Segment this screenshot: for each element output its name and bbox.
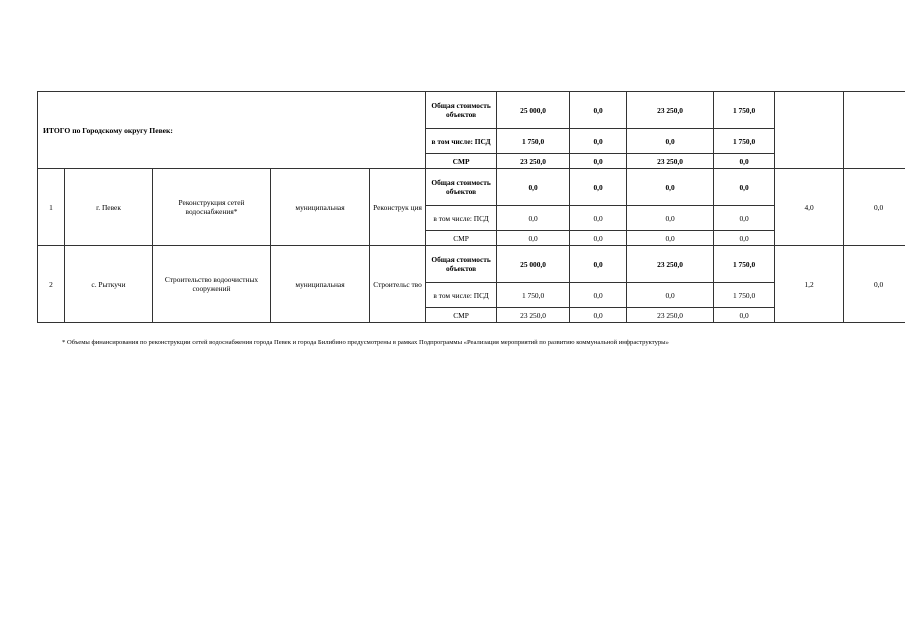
value-cell: 23 250,0	[497, 154, 570, 169]
object-name: Строительство водоочистных сооружений	[153, 246, 271, 323]
row-type: Общая стоимость объектов	[426, 169, 497, 206]
row-type: СМР	[426, 308, 497, 323]
value-cell: 0,0	[627, 129, 714, 154]
object-place: с. Рыткучи	[65, 246, 153, 323]
object-2-row-general	[38, 246, 905, 283]
value-cell: 23 250,0	[497, 308, 570, 323]
object-ownership: муниципальная	[271, 246, 370, 323]
row-type: СМР	[426, 154, 497, 169]
object-number: 1	[38, 169, 65, 246]
value-cell: 23 250,0	[627, 154, 714, 169]
value-cell: 1 750,0	[497, 283, 570, 308]
row-type: в том числе: ПСД	[426, 129, 497, 154]
total-label: ИТОГО по Городскому округу Певек:	[38, 92, 426, 169]
value-cell: 0,0	[497, 231, 570, 246]
empty-cell	[844, 92, 905, 169]
object-number: 2	[38, 246, 65, 323]
value-cell: 0,0	[570, 169, 627, 206]
object-1-row-general	[38, 169, 905, 206]
object-extra-value: 1,2	[775, 246, 844, 323]
value-cell: 25 000,0	[497, 92, 570, 129]
object-ownership: муниципальная	[271, 169, 370, 246]
value-cell: 1 750,0	[714, 283, 775, 308]
value-cell: 0,0	[497, 206, 570, 231]
object-extra-value: 0,0	[844, 169, 905, 246]
value-cell: 23 250,0	[627, 308, 714, 323]
value-cell: 25 000,0	[497, 246, 570, 283]
value-cell: 0,0	[627, 206, 714, 231]
value-cell: 0,0	[570, 92, 627, 129]
row-type: в том числе: ПСД	[426, 283, 497, 308]
row-type: Общая стоимость объектов	[426, 92, 497, 129]
financing-table	[37, 91, 905, 323]
empty-cell	[775, 92, 844, 169]
value-cell: 23 250,0	[627, 92, 714, 129]
value-cell: 1 750,0	[714, 246, 775, 283]
object-extra-value: 0,0	[844, 246, 905, 323]
value-cell: 23 250,0	[627, 246, 714, 283]
row-type: в том числе: ПСД	[426, 206, 497, 231]
value-cell: 0,0	[714, 308, 775, 323]
value-cell: 0,0	[570, 154, 627, 169]
value-cell: 0,0	[714, 206, 775, 231]
value-cell: 0,0	[627, 283, 714, 308]
value-cell: 0,0	[627, 169, 714, 206]
object-extra-value: 4,0	[775, 169, 844, 246]
value-cell: 0,0	[627, 231, 714, 246]
value-cell: 0,0	[570, 231, 627, 246]
object-place: г. Певек	[65, 169, 153, 246]
value-cell: 1 750,0	[497, 129, 570, 154]
value-cell: 0,0	[714, 169, 775, 206]
row-type: СМР	[426, 231, 497, 246]
value-cell: 0,0	[570, 283, 627, 308]
object-work-type: Строительс тво	[370, 246, 426, 323]
value-cell: 1 750,0	[714, 129, 775, 154]
value-cell: 0,0	[714, 154, 775, 169]
value-cell: 0,0	[570, 246, 627, 283]
object-name: Реконструкция сетей водоснабжения*	[153, 169, 271, 246]
total-row-general	[38, 92, 905, 129]
value-cell: 0,0	[570, 308, 627, 323]
value-cell: 0,0	[497, 169, 570, 206]
value-cell: 1 750,0	[714, 92, 775, 129]
row-type: Общая стоимость объектов	[426, 246, 497, 283]
value-cell: 0,0	[714, 231, 775, 246]
value-cell: 0,0	[570, 206, 627, 231]
footnote: * Объемы финансирования по реконструкции сетей водоснабжения города Певек и города Билибино предусмотрены в рамках Подпрограммы «Реализация мероприятий по развитию коммунальной инфраструктуры»	[62, 339, 669, 346]
object-work-type: Реконструк ция	[370, 169, 426, 246]
value-cell: 0,0	[570, 129, 627, 154]
